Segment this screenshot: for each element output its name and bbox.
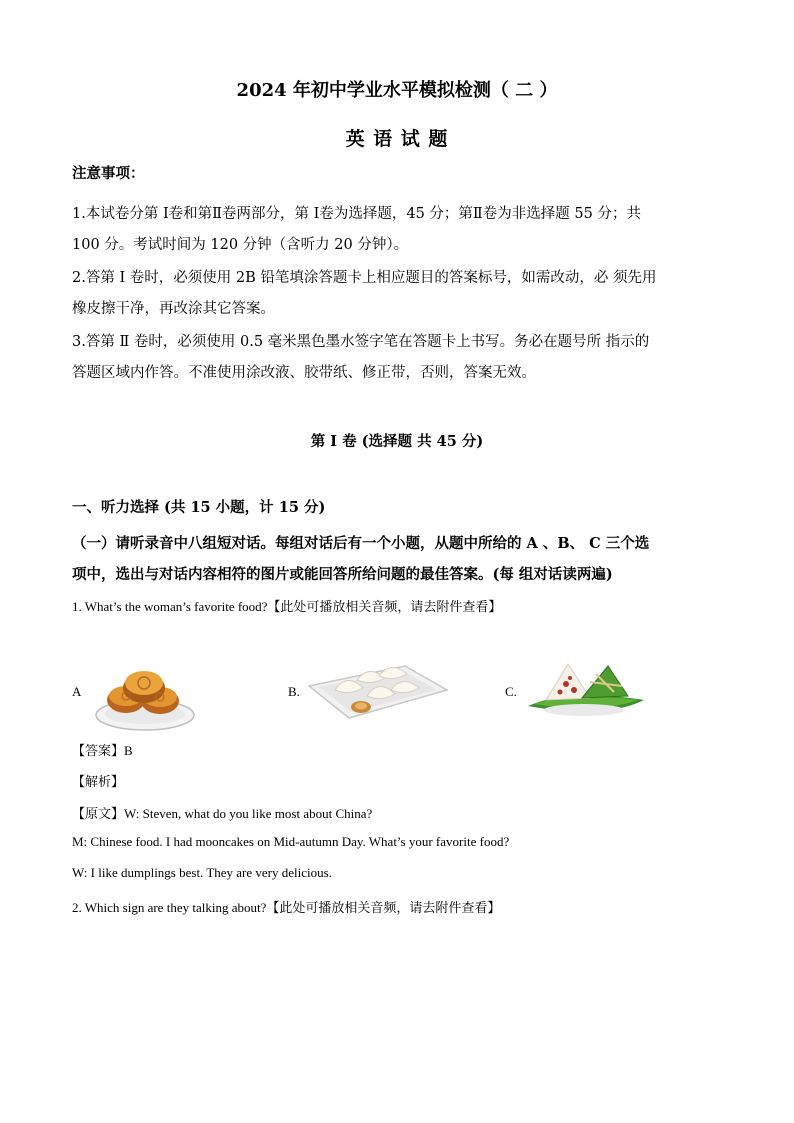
analysis-label: 【解析】	[72, 774, 125, 789]
answer-text: 【答案】B	[72, 743, 133, 758]
notice-heading: 注意事项：	[72, 165, 145, 182]
zongzi-icon	[524, 656, 648, 724]
page-subtitle: 英 语 试 题	[345, 128, 449, 150]
subsection-instruction-line-2: 项中，选出与对话内容相符的图片或能回答所给问题的最佳答案。(每 组对话读两遍)	[72, 566, 613, 583]
option-c-label: C.	[505, 684, 517, 699]
dumplings-icon	[305, 656, 451, 724]
notice-item-3-line-2: 答题区域内作答。不准使用涂改液、胶带纸、修正带，否则，答案无效。	[72, 365, 536, 381]
section-title: 一、听力选择 (共 15 小题，计 15 分)	[72, 499, 326, 516]
page-title: 2024 年初中学业水平模拟检测（ 二 ）	[236, 80, 558, 101]
notice-item-1-line-1: 1.本试卷分第 Ⅰ卷和第Ⅱ卷两部分，第 Ⅰ卷为选择题，45 分；第Ⅱ卷为非选择题 55 分；共	[72, 206, 641, 222]
mooncake-icon	[94, 655, 196, 733]
option-a-label: A	[72, 684, 82, 699]
transcript-line-2: M: Chinese food. I had mooncakes on Mid-autumn Day. What’s your favorite food?	[72, 834, 510, 849]
transcript-line-3: W: I like dumplings best. They are very delicious.	[72, 865, 332, 880]
question-2-text: 2. Which sign are they talking about?【此处可播放相关音频，请去附件查看】	[72, 900, 501, 915]
option-b-label: B.	[288, 684, 300, 699]
question-1-text: 1. What’s the woman’s favorite food?【此处可播放相关音频，请去附件查看】	[72, 599, 502, 614]
transcript-line-1: 【原文】W: Steven, what do you like most about China?	[72, 806, 373, 821]
notice-item-3-line-1: 3.答第 Ⅱ 卷时，必须使用 0.5 毫米黑色墨水签字笔在答题卡上书写。务必在题号所 指示的	[72, 334, 650, 350]
notice-item-2-line-1: 2.答第 Ⅰ 卷时，必须使用 2B 铅笔填涂答题卡上相应题目的答案标号，如需改动，必 须先用	[72, 270, 657, 286]
notice-item-1-line-2: 100 分。考试时间为 120 分钟（含听力 20 分钟）。	[72, 237, 409, 253]
subsection-instruction-line-1: （一）请听录音中八组短对话。每组对话后有一个小题，从题中所给的 A 、B、 C 三个选	[72, 535, 650, 552]
notice-item-2-line-2: 橡皮擦干净，再改涂其它答案。	[72, 301, 275, 317]
part-heading: 第 Ⅰ 卷 (选择题 共 45 分)	[310, 433, 484, 450]
